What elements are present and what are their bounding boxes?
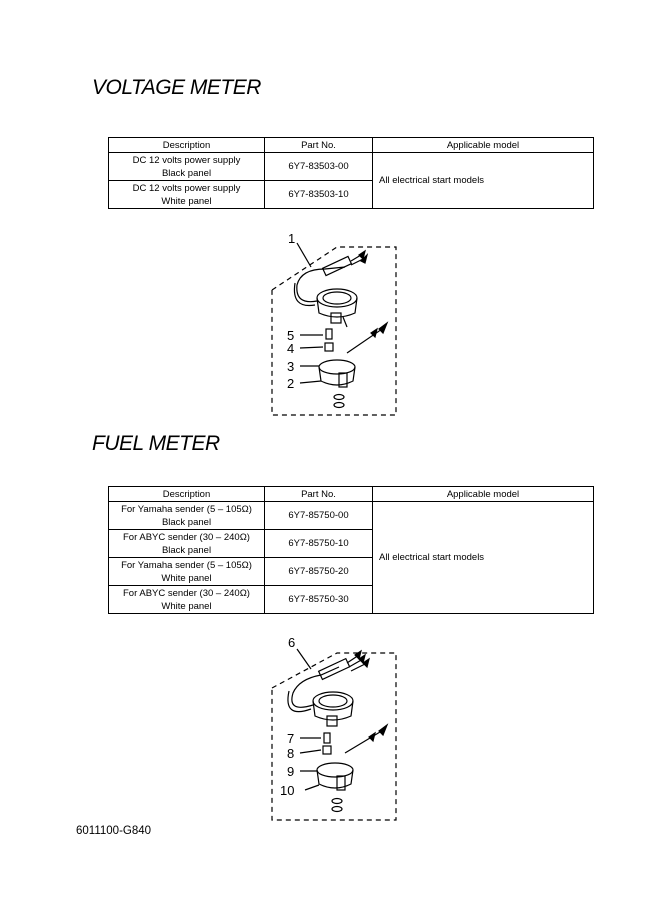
callout-9: 9 [287, 764, 295, 779]
bracket [319, 367, 355, 385]
bulb [324, 733, 330, 743]
leader-line [297, 649, 311, 669]
callout-4: 4 [287, 341, 295, 356]
callout-6: 6 [288, 635, 296, 650]
callout-5: 5 [287, 328, 295, 343]
header-description: Description [109, 487, 265, 502]
panel-line: Black panel [161, 544, 212, 556]
description-line: For Yamaha sender (5 – 105Ω) [121, 503, 252, 515]
description-line: For Yamaha sender (5 – 105Ω) [121, 559, 252, 571]
callout-10: 10 [280, 783, 295, 798]
panel-line: White panel [161, 600, 212, 612]
panel-line: White panel [161, 195, 212, 207]
description-cell [109, 502, 265, 530]
description-cell [109, 558, 265, 586]
bracket-ring [319, 360, 355, 374]
description-cell [109, 586, 265, 614]
table-row [109, 502, 594, 530]
wire-harness [297, 267, 345, 302]
table-row [109, 153, 594, 181]
nut [332, 807, 342, 812]
voltage-meter-exploded-diagram [255, 225, 415, 420]
callout-7: 7 [287, 731, 295, 746]
description-cell [109, 153, 265, 181]
applicable-model-cell: All electrical start models [373, 502, 594, 614]
header-part-no: Part No. [265, 487, 373, 502]
description-line: For ABYC sender (30 – 240Ω) [123, 531, 250, 543]
header-applicable-model: Applicable model [373, 138, 594, 153]
panel-line: Black panel [161, 167, 212, 179]
part-number-cell: 6Y7-85750-10 [265, 530, 373, 558]
ground-wire [345, 729, 385, 753]
header-part-no: Part No. [265, 138, 373, 153]
description-line: For ABYC sender (30 – 240Ω) [123, 587, 250, 599]
description-cell [109, 181, 265, 209]
socket [323, 746, 331, 754]
callout-3: 3 [287, 359, 295, 374]
description-cell [109, 530, 265, 558]
header-description: Description [109, 138, 265, 153]
description-line: DC 12 volts power supply [132, 182, 241, 194]
bracket-ring [317, 763, 353, 777]
part-number-cell: 6Y7-83503-00 [265, 153, 373, 181]
part-number-cell: 6Y7-85750-20 [265, 558, 373, 586]
fuel-meter-exploded-diagram [255, 633, 415, 828]
table-header-row [109, 138, 594, 153]
part-number-cell: 6Y7-85750-00 [265, 502, 373, 530]
part-number-cell: 6Y7-83503-10 [265, 181, 373, 209]
panel-line: Black panel [161, 516, 212, 528]
part-number-cell: 6Y7-85750-30 [265, 586, 373, 614]
description-line: DC 12 volts power supply [132, 154, 241, 166]
leader-line [297, 243, 311, 267]
voltage-meter-title: VOLTAGE METER [92, 76, 261, 99]
callout-1: 1 [288, 231, 296, 246]
table-header-row [109, 487, 594, 502]
bulb [326, 329, 332, 339]
washer [332, 799, 342, 804]
socket [325, 343, 333, 351]
callout-8: 8 [287, 746, 295, 761]
voltage-parts-table [108, 137, 594, 209]
bracket [317, 770, 353, 788]
nut [334, 403, 344, 408]
applicable-model-cell: All electrical start models [373, 153, 594, 209]
fuel-parts-table [108, 486, 594, 614]
callout-2: 2 [287, 376, 295, 391]
fuel-meter-title: FUEL METER [92, 432, 220, 455]
header-applicable-model: Applicable model [373, 487, 594, 502]
document-code: 6011100-G840 [76, 825, 152, 837]
panel-line: White panel [161, 572, 212, 584]
washer [334, 395, 344, 400]
ground-wire [347, 327, 385, 353]
